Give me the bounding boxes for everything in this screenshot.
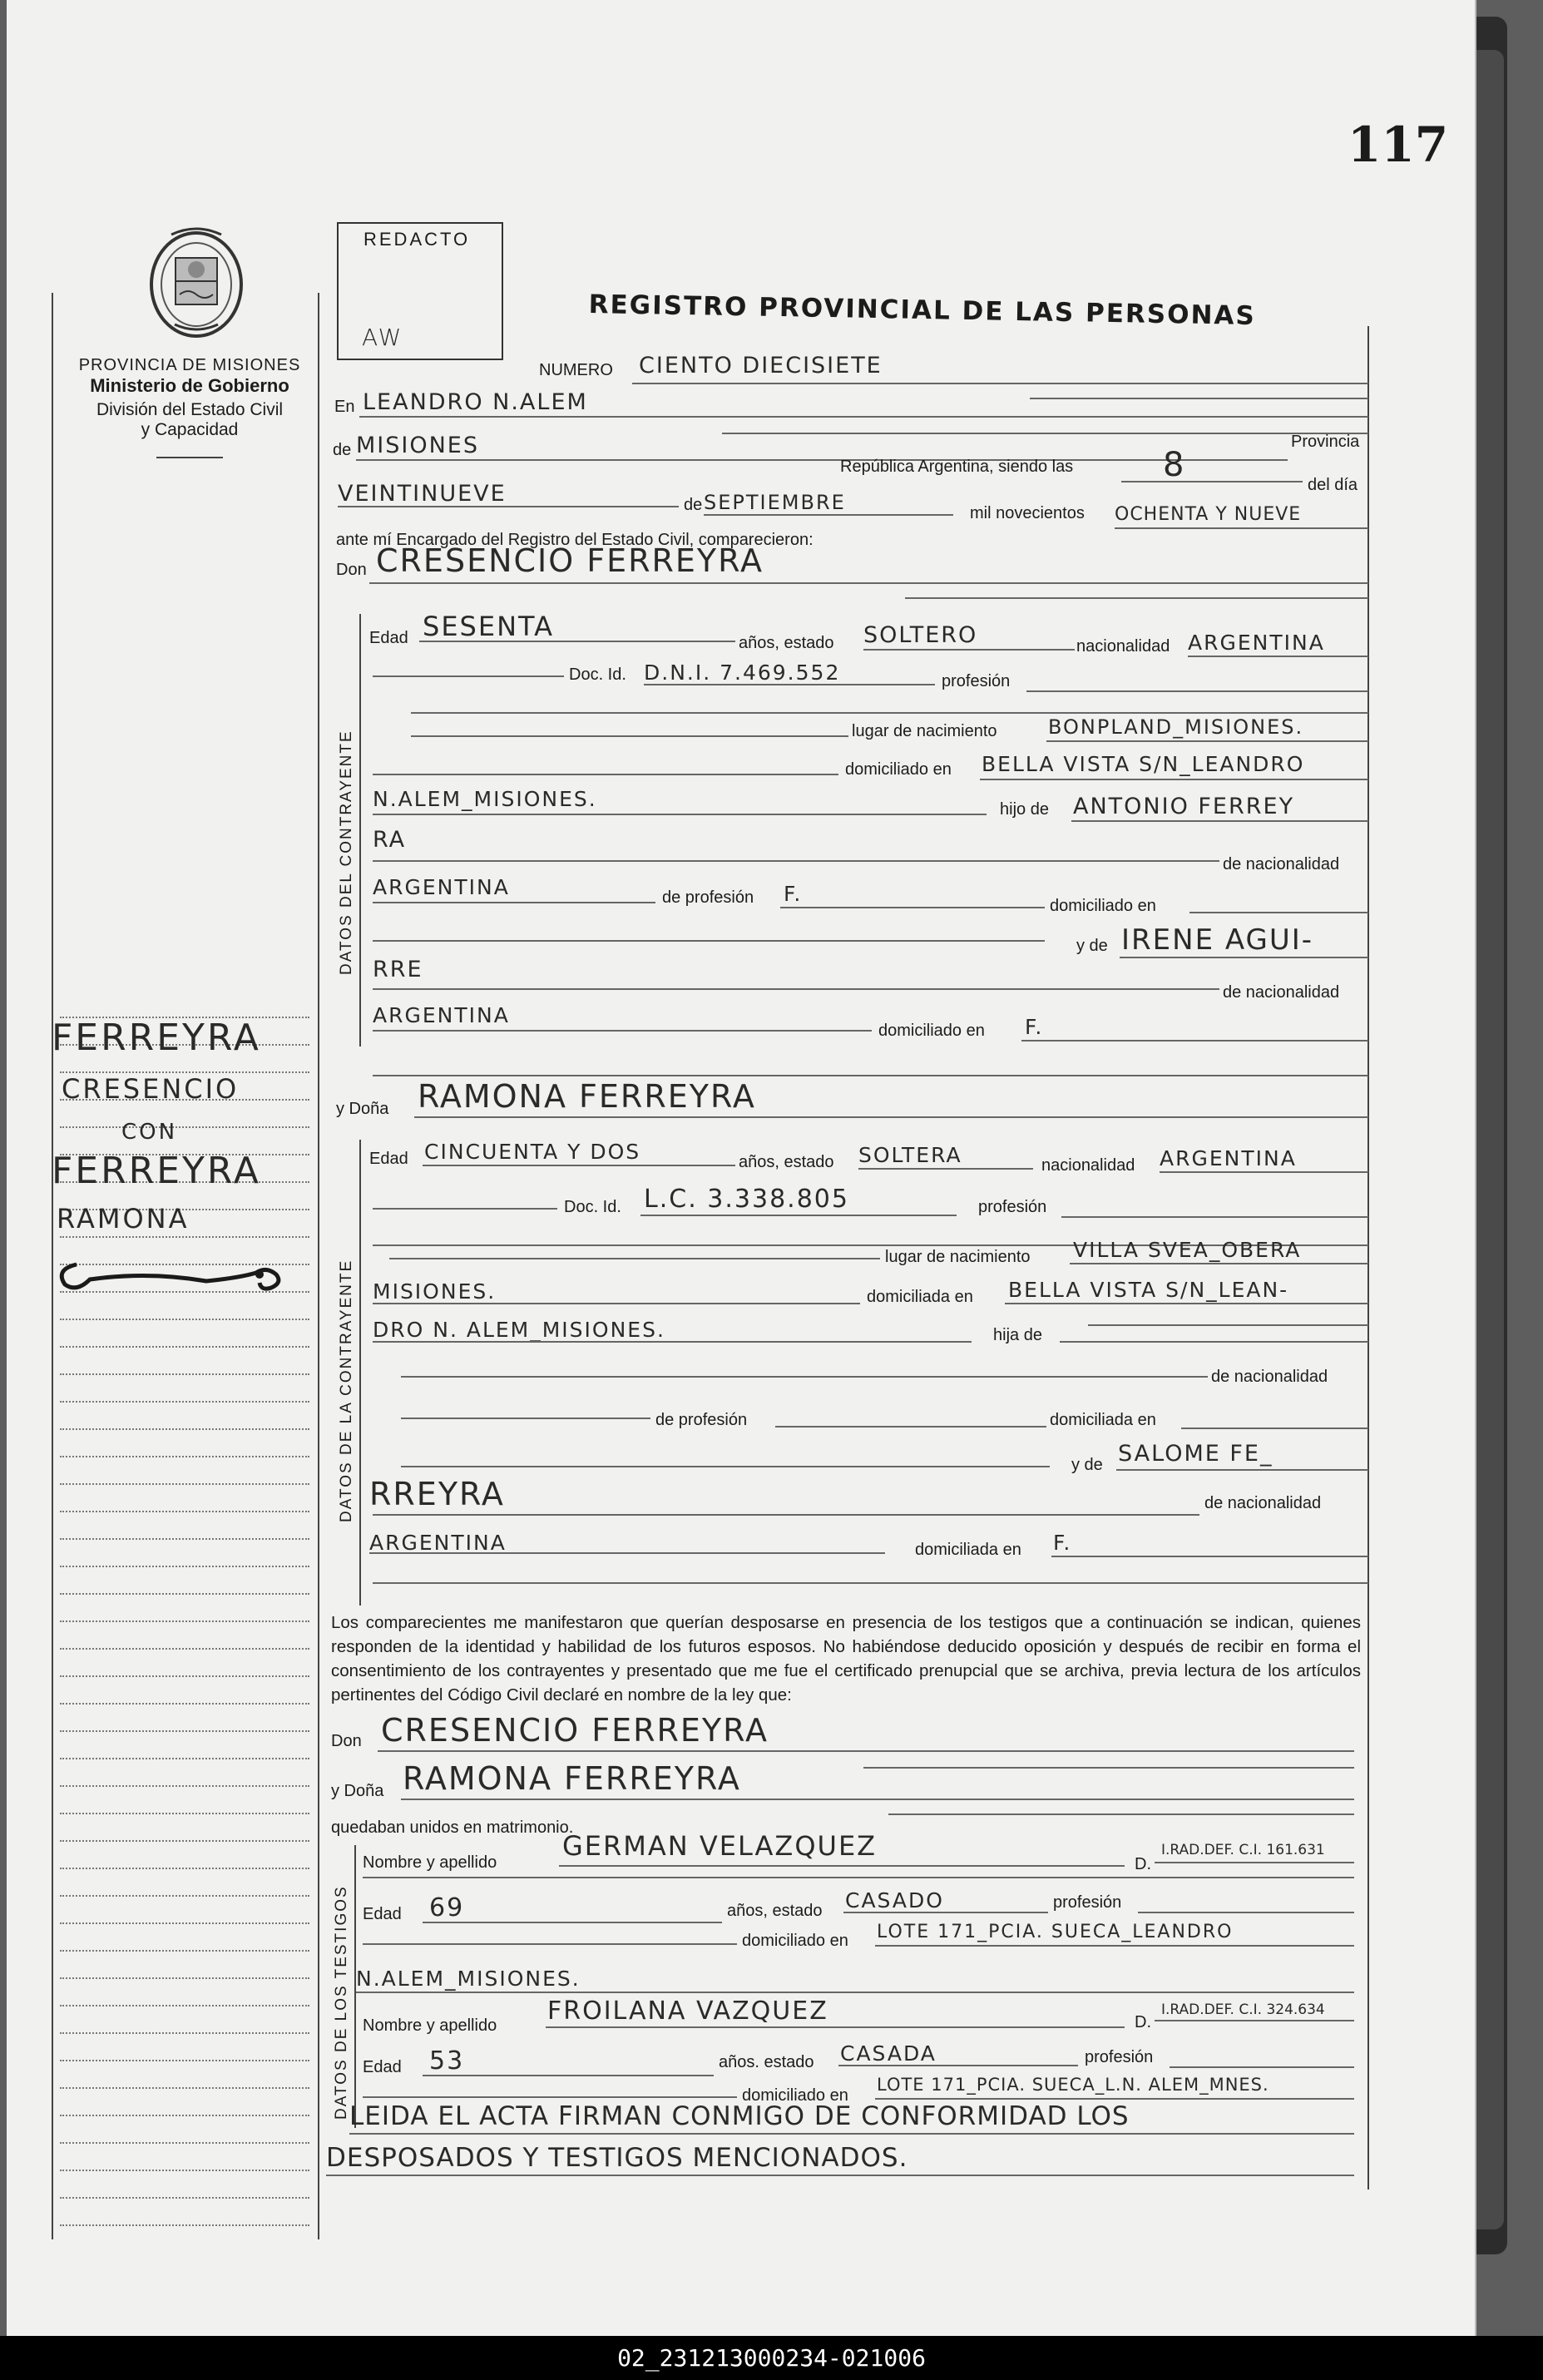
redacto-label: REDACTO (363, 229, 471, 250)
field-rule (888, 1813, 1354, 1815)
witness-2-edad-label: Edad (363, 2058, 402, 2076)
bride-de-profesion-label: de profesión (655, 1411, 748, 1429)
divider (156, 457, 223, 458)
witness-section-label: DATOS DE LOS TESTIGOS (333, 1885, 350, 2120)
bride-dona-label: y Doña (336, 1100, 389, 1118)
margin-ruled-line (60, 1895, 309, 1897)
groom-address-1: BELLA VISTA S/N_LEANDRO (982, 752, 1305, 776)
bride-section-rule (359, 1140, 361, 1606)
bride-edad-label: Edad (369, 1150, 408, 1168)
margin-ruled-line (60, 1977, 309, 1979)
groom-birthplace: BONPLAND_MISIONES. (1048, 715, 1304, 739)
numero-label: NUMERO (539, 361, 613, 379)
groom-estado-label: años, estado (739, 634, 834, 652)
field-rule (905, 597, 1368, 599)
margin-ruled-line (60, 1236, 309, 1238)
field-rule (363, 2096, 737, 2098)
margin-ruled-line (60, 1703, 309, 1705)
month-label: de (684, 496, 703, 514)
right-rule (1367, 326, 1369, 2190)
bride-birthplace-2: MISIONES. (373, 1279, 497, 1304)
margin-ruled-line (60, 1428, 309, 1430)
field-rule (1005, 1303, 1368, 1304)
field-rule (401, 1466, 1050, 1467)
witness-1-status: CASADO (845, 1888, 944, 1912)
field-rule (378, 1750, 1354, 1752)
margin-ruled-line (60, 1648, 309, 1650)
groom-mother-domicile: F. (1025, 1015, 1044, 1039)
witness-2-address-1: LOTE 171_PCIA. SUECA_L.N. ALEM_MNES. (877, 2075, 1269, 2095)
groom-name: CRESENCIO FERREYRA (376, 542, 764, 579)
witness-2-d-label: D. (1135, 2013, 1151, 2031)
margin-given-1: CRESENCIO (62, 1073, 240, 1105)
declaration-bride: RAMONA FERREYRA (403, 1760, 741, 1797)
field-rule (722, 433, 1368, 434)
field-rule (369, 1552, 885, 1554)
field-rule (875, 2098, 1354, 2100)
witness-2-profesion-label: profesión (1085, 2048, 1154, 2066)
field-rule (1160, 1171, 1368, 1173)
bride-mother-domicile-label: domiciliada en (915, 1541, 1021, 1559)
act-number: CIENTO DIECISIETE (639, 353, 883, 379)
field-rule (1121, 481, 1303, 482)
scan-code: 02_231213000234-021006 (0, 2336, 1543, 2380)
field-rule (980, 779, 1368, 780)
field-rule (1115, 527, 1368, 529)
field-rule (373, 902, 655, 903)
field-rule (559, 1865, 1125, 1867)
margin-ruled-line (60, 1922, 309, 1924)
field-rule (369, 582, 1368, 584)
field-rule (843, 1912, 1048, 1913)
groom-civil-status: SOLTERO (863, 622, 978, 648)
margin-ruled-line (60, 2005, 309, 2006)
bride-section-label: DATOS DE LA CONTRAYENTE (338, 1259, 355, 1522)
act-province: MISIONES (356, 433, 480, 458)
de-label: de (333, 441, 352, 459)
margin-ruled-line (60, 1126, 309, 1128)
witness-1-estado-label: años, estado (727, 1902, 823, 1920)
bride-nac-label: nacionalidad (1041, 1156, 1135, 1175)
field-rule (356, 459, 1288, 461)
del-dia-label: del día (1308, 476, 1358, 494)
field-rule (373, 814, 987, 815)
groom-document: D.N.I. 7.469.552 (644, 661, 841, 685)
field-rule (363, 1943, 737, 1945)
closing-line-1: LEIDA EL ACTA FIRMAN CONMIGO DE CONFORMIDAD LOS (349, 2101, 1130, 2131)
division-label: División del Estado Civil (96, 400, 284, 419)
witness-2-domicilio-label: domiciliado en (742, 2086, 848, 2105)
field-rule (632, 383, 1368, 384)
field-rule (414, 1116, 1368, 1118)
margin-ruled-line (60, 1840, 309, 1842)
margin-surname-1: FERREYRA (52, 1017, 261, 1059)
margin-rule (318, 293, 319, 2239)
margin-surname-2: FERREYRA (52, 1150, 261, 1192)
field-rule (401, 1418, 650, 1419)
field-rule (349, 2133, 1354, 2135)
bride-age: CINCUENTA Y DOS (424, 1140, 641, 1164)
groom-father-nationality: ARGENTINA (373, 875, 510, 899)
bride-civil-status: SOLTERA (858, 1143, 962, 1167)
bride-profesion-label: profesión (978, 1198, 1047, 1216)
groom-doc-label: Doc. Id. (569, 666, 626, 684)
field-rule (1181, 1428, 1368, 1429)
groom-de-profesion-label: de profesión (662, 888, 754, 907)
field-rule (373, 1341, 972, 1343)
margin-ruled-line (60, 1813, 309, 1814)
field-rule (1170, 2066, 1354, 2068)
redacto-initials: AW (362, 324, 403, 351)
margin-ruled-line (60, 1319, 309, 1320)
groom-de-nacionalidad-label: de nacionalidad (1223, 855, 1340, 873)
field-rule (423, 1922, 722, 1923)
bride-mother-domicile: F. (1053, 1531, 1072, 1555)
witness-1-domicilio-label: domiciliado en (742, 1932, 848, 1950)
bride-mother-2: RREYRA (369, 1476, 505, 1512)
field-rule (363, 1877, 1354, 1878)
united-line: quedaban unidos en matrimonio. (331, 1818, 574, 1837)
witness-2-age: 53 (429, 2046, 465, 2076)
margin-ruled-line (60, 1373, 309, 1375)
bride-birthplace-1: VILLA SVEA_OBERA (1073, 1238, 1302, 1262)
bride-address-2: DRO N. ALEM_MISIONES. (373, 1318, 665, 1342)
field-rule (338, 506, 679, 507)
bride-lugar-label: lugar de nacimiento (885, 1248, 1031, 1266)
margin-ruled-line (60, 2060, 309, 2061)
groom-father-1: ANTONIO FERREY (1073, 794, 1295, 819)
field-rule (401, 1376, 1208, 1378)
field-rule (875, 1945, 1354, 1947)
coat-of-arms-icon (146, 226, 246, 338)
margin-ruled-line (60, 1566, 309, 1567)
margin-connector: CON (121, 1120, 178, 1145)
groom-section-rule (359, 614, 361, 1047)
witness-2-doc: I.RAD.DEF. C.I. 324.634 (1161, 2001, 1325, 2018)
field-rule (373, 1208, 557, 1210)
document-title: REGISTRO PROVINCIAL DE LAS PERSONAS (588, 289, 1257, 331)
margin-signature-flourish (52, 1246, 309, 1296)
field-rule (1070, 1263, 1368, 1264)
bride-y-de-label: y de (1071, 1456, 1103, 1474)
field-rule (1138, 1912, 1354, 1913)
field-rule (373, 1075, 1368, 1076)
bride-estado-label: años, estado (739, 1153, 834, 1171)
act-hour: 8 (1163, 446, 1186, 484)
groom-hijo-label: hijo de (1000, 800, 1049, 819)
witness-1-age: 69 (429, 1893, 465, 1922)
declaration-don-label: Don (331, 1732, 362, 1750)
margin-ruled-line (60, 2087, 309, 2089)
margin-ruled-line (60, 1511, 309, 1512)
witness-1-address-1: LOTE 171_PCIA. SUECA_LEANDRO (877, 1922, 1234, 1942)
bride-domicilio-label: domiciliada en (867, 1288, 973, 1306)
redacto-box (337, 222, 503, 360)
field-rule (1061, 1216, 1368, 1218)
field-rule (373, 1303, 860, 1304)
groom-domicilio-label: domiciliado en (845, 760, 952, 779)
margin-ruled-line (60, 1730, 309, 1732)
witness-2-name-label: Nombre y apellido (363, 2016, 497, 2035)
field-rule (1060, 1341, 1368, 1343)
field-rule (644, 684, 935, 685)
field-rule (1120, 957, 1368, 958)
field-rule (373, 1514, 1199, 1516)
groom-profesion-label: profesión (942, 672, 1011, 690)
margin-ruled-line (60, 2032, 309, 2034)
field-rule (373, 1030, 872, 1032)
field-rule (1088, 1324, 1368, 1326)
bride-hija-label: hija de (993, 1326, 1042, 1344)
field-rule (1189, 912, 1368, 913)
field-rule (704, 514, 953, 516)
groom-father-2: RA (373, 827, 407, 853)
bride-document: L.C. 3.338.805 (644, 1185, 849, 1214)
provincia-label: Provincia (1291, 433, 1360, 451)
declaration-groom: CRESENCIO FERREYRA (381, 1712, 769, 1749)
bride-address-1: BELLA VISTA S/N_LEAN- (1008, 1278, 1289, 1302)
groom-mother-1: IRENE AGUI- (1121, 923, 1314, 957)
margin-ruled-line (60, 1675, 309, 1677)
field-rule (775, 1426, 1046, 1428)
act-month: SEPTIEMBRE (704, 491, 846, 514)
margin-ruled-line (60, 2115, 309, 2116)
margin-ruled-line (60, 1758, 309, 1759)
margin-ruled-line (60, 1620, 309, 1622)
en-label: En (334, 398, 355, 416)
field-rule (863, 649, 1075, 651)
field-rule (401, 1799, 1354, 1800)
margin-ruled-line (60, 1346, 309, 1348)
field-rule (640, 1215, 957, 1216)
margin-ruled-line (60, 1538, 309, 1540)
field-rule (373, 1582, 1368, 1584)
margin-ruled-line (60, 1483, 309, 1485)
witness-1-d-label: D. (1135, 1855, 1151, 1873)
margin-ruled-line (60, 1785, 309, 1787)
margin-ruled-line (60, 1401, 309, 1403)
field-rule (1071, 820, 1368, 822)
margin-ruled-line (60, 1456, 309, 1457)
field-rule (423, 1165, 735, 1166)
witness-1-name-label: Nombre y apellido (363, 1853, 497, 1872)
field-rule (373, 860, 1219, 862)
groom-mother-domicile-label: domiciliado en (878, 1022, 985, 1040)
field-rule (838, 2065, 1078, 2066)
witness-2-name: FROILANA VAZQUEZ (547, 1997, 828, 2026)
groom-age: SESENTA (423, 611, 554, 642)
province-label: PROVINCIA DE MISIONES (78, 356, 301, 374)
bride-nationality: ARGENTINA (1160, 1146, 1297, 1170)
groom-mother-nationality: ARGENTINA (373, 1003, 510, 1027)
witness-2-status: CASADA (840, 2041, 937, 2066)
groom-address-2: N.ALEM_MISIONES. (373, 787, 597, 811)
closing-line-2: DESPOSADOS Y TESTIGOS MENCIONADOS. (326, 2143, 908, 2173)
field-rule (373, 940, 1045, 942)
groom-nac-label: nacionalidad (1076, 637, 1170, 656)
ante-line: ante mí Encargado del Registro del Estado Civil, comparecieron: (336, 531, 814, 549)
mil-label: mil novecientos (970, 504, 1085, 522)
witness-1-profesion-label: profesión (1053, 1893, 1122, 1912)
bride-domiciliada-en-label: domiciliada en (1050, 1411, 1156, 1429)
field-rule (1188, 656, 1368, 657)
act-day: VEINTINUEVE (338, 481, 507, 507)
margin-ruled-line (60, 2224, 309, 2226)
declaration-dona-label: y Doña (331, 1782, 384, 1800)
margin-ruled-line (60, 2197, 309, 2199)
bride-doc-label: Doc. Id. (564, 1198, 621, 1216)
groom-father-profession: F. (784, 882, 803, 906)
margin-ruled-line (60, 1950, 309, 1952)
field-rule (326, 2175, 1354, 2176)
republica-label: República Argentina, siendo las (840, 458, 1074, 476)
field-rule (1046, 740, 1368, 742)
ministry-header (58, 356, 321, 458)
field-rule (373, 774, 838, 775)
groom-domiciliado-en-label: domiciliado en (1050, 897, 1156, 915)
field-rule (411, 735, 848, 737)
groom-nationality: ARGENTINA (1188, 631, 1325, 655)
witness-1-doc: I.RAD.DEF. C.I. 161.631 (1161, 1842, 1325, 1858)
margin-ruled-line (60, 1868, 309, 1869)
bride-de-nacionalidad-label: de nacionalidad (1211, 1368, 1328, 1386)
bride-mother-nac-label: de nacionalidad (1204, 1494, 1322, 1512)
field-rule (1155, 1862, 1354, 1863)
don-label: Don (336, 561, 367, 579)
field-rule (1030, 398, 1368, 399)
margin-given-2: RAMONA (57, 1203, 190, 1235)
field-rule (863, 1767, 1354, 1769)
groom-section-label: DATOS DEL CONTRAYENTE (338, 730, 355, 975)
field-rule (389, 1258, 880, 1259)
margin-ruled-line (60, 2142, 309, 2144)
field-rule (373, 988, 1219, 990)
witness-1-edad-label: Edad (363, 1905, 402, 1923)
field-rule (356, 1992, 1354, 1993)
field-rule (858, 1168, 1033, 1170)
field-rule (780, 907, 1045, 908)
field-rule (411, 712, 1368, 714)
ministry-label: Ministerio de Gobierno (90, 375, 289, 396)
page-number: 117 (1348, 116, 1449, 173)
field-rule (1051, 1556, 1368, 1557)
bride-name: RAMONA FERREYRA (418, 1078, 756, 1115)
margin-ruled-line (60, 1593, 309, 1595)
bride-mother-nationality: ARGENTINA (369, 1531, 507, 1555)
declaration-paragraph: Los comparecientes me manifestaron que querían desposarse en presencia de los testigos que a continuación se indican, quienes responden de la identidad y habilidad de los futuros esposos. No habiéndose deducido oposición y después de recibir en forma el consentimiento de los contrayentes y presentado que me fue el certificado prenupcial que se archiva, previa lectura de los artículos pertinentes del Código Civil declaré en nombre de la ley que: (331, 1613, 1361, 1705)
field-rule (1026, 690, 1368, 692)
bride-mother-1: SALOME FE_ (1118, 1441, 1273, 1467)
act-place: LEANDRO N.ALEM (363, 389, 588, 415)
witness-1-name: GERMAN VELAZQUEZ (562, 1830, 878, 1862)
witness-2-estado-label: años. estado (719, 2053, 814, 2071)
field-rule (1155, 2020, 1354, 2021)
field-rule (419, 641, 735, 642)
witness-1-address-2: N.ALEM_MISIONES. (356, 1967, 581, 1991)
register-page (7, 0, 1476, 2336)
groom-y-de-label: y de (1076, 937, 1108, 955)
act-year: OCHENTA Y NUEVE (1115, 504, 1302, 525)
groom-mother-2: RRE (373, 957, 423, 982)
margin-ruled-line (60, 2170, 309, 2171)
groom-edad-label: Edad (369, 629, 408, 647)
capacity-label: y Capacidad (141, 420, 239, 439)
groom-lugar-label: lugar de nacimiento (852, 722, 997, 740)
field-rule (546, 2026, 1125, 2028)
field-rule (359, 416, 1368, 418)
field-rule (1021, 1040, 1368, 1042)
groom-mother-nac-label: de nacionalidad (1223, 983, 1340, 1002)
field-rule (1116, 1469, 1368, 1471)
field-rule (373, 675, 564, 677)
field-rule (423, 2075, 714, 2076)
